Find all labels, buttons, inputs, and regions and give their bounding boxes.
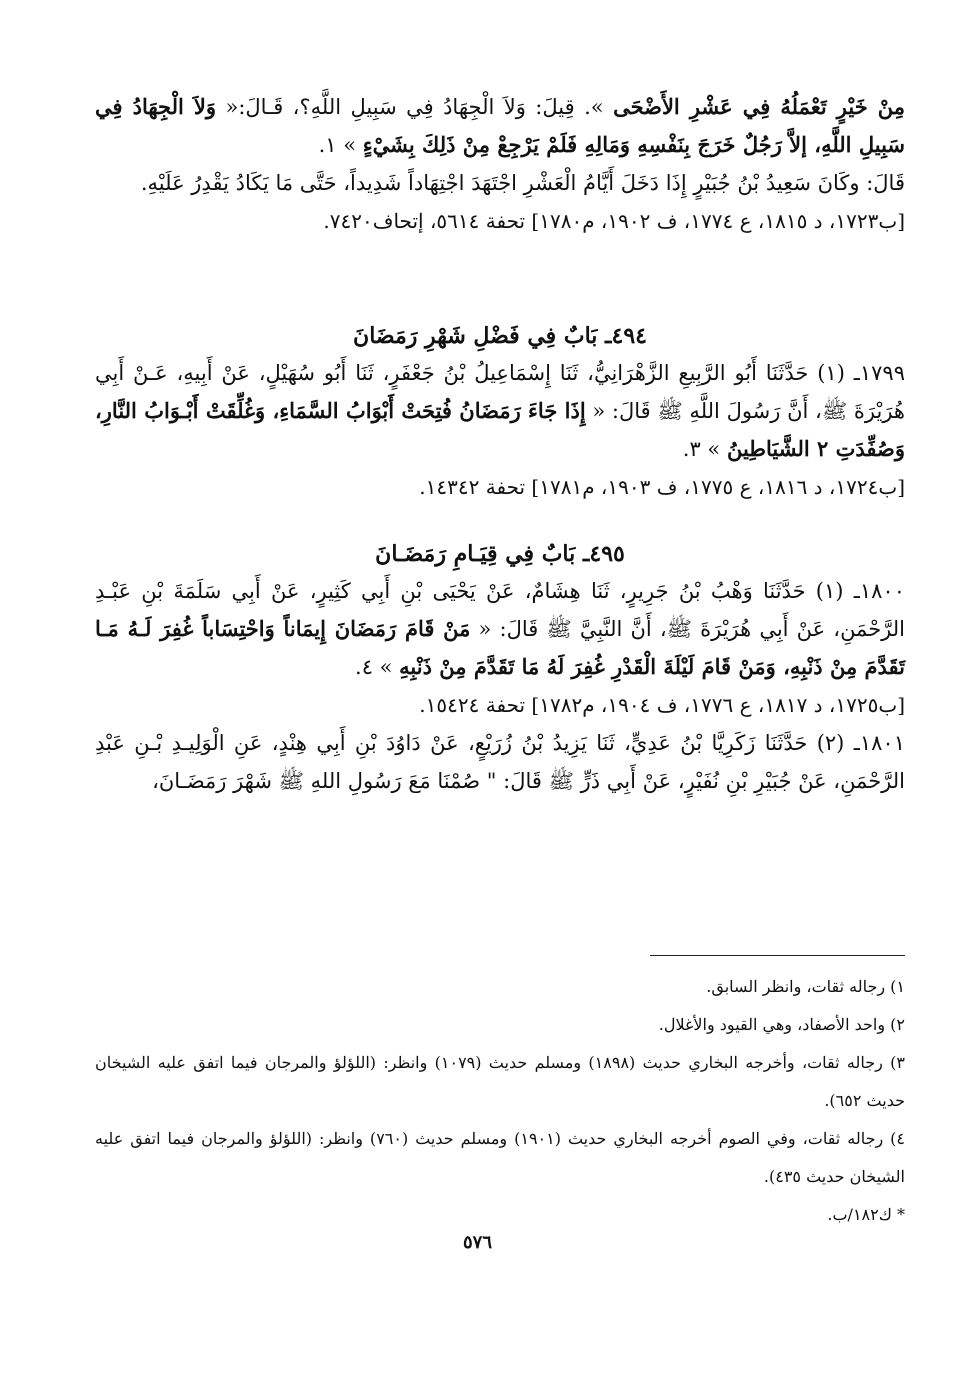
paragraph-continuation bbox=[95, 88, 905, 164]
footnote-marker: » ٤. bbox=[355, 655, 400, 679]
footnote-5: * ك١٨٢/ب. bbox=[827, 1205, 905, 1224]
reference-line: [ب١٧٢٥، د ١٨١٧، ع ١٧٧٦، ف ١٩٠٤، م١٧٨٢] تحفة ١٥٤٢٤. bbox=[419, 693, 905, 717]
hadith-1800 bbox=[95, 572, 905, 686]
hadith-1799 bbox=[95, 354, 905, 468]
hadith-text: مِنْ خَيْرٍ تَعْمَلُهُ فِي عَشْرِ الأَضْحَى bbox=[613, 94, 905, 119]
reference-line: [ب١٧٢٤، د ١٨١٦، ع ١٧٧٥، ف ١٩٠٣، م١٧٨١] تحفة ١٤٣٤٢. bbox=[419, 475, 905, 499]
footnote-4: ٤) رجاله ثقات، وفي الصوم أخرجه البخاري حديث (١٩٠١) ومسلم حديث (٧٦٠) وانظر: (اللؤلؤ والمرجان فيما اتفق عليه الشيخان حديث ٤٣٥). bbox=[95, 1129, 905, 1186]
footnote-3: ٣) رجاله ثقات، وأخرجه البخاري حديث (١٨٩٨) ومسلم حديث (١٠٧٩) وانظر: (اللؤلؤ والمرجان فيما اتفق عليه الشيخان حديث ٦٥٢). bbox=[95, 1053, 905, 1110]
narration-text: ١٧٩٩ـ (١) حَدَّثَنَا أَبُو الرَّبِيعِ الزَّهْرَانِيُّ، ثَنَا إِسْمَاعِيلُ بْنُ جَعْفَرٍ، ثَنَا أَبُو سُهَيْلٍ، عَنْ أَبِيهِ، عَـنْ أَبِي هُرَيْرَةَ ﷺ، أَنَّ رَسُولَ اللَّهِ ﷺ قَالَ: « bbox=[95, 361, 905, 423]
paragraph-said: قَالَ: وكَانَ سَعِيدُ بْنُ جُبَيْرٍ إِذَا دَخَلَ أَيَّامُ الْعَشْرِ اجْتَهَدَ اجْتِهَاداً شَدِيداً، حَتَّى مَا يَكَادُ يَقْدِرُ عَلَيْهِ. bbox=[140, 171, 905, 195]
page-body bbox=[95, 88, 905, 800]
hadith-1801: ١٨٠١ـ (٢) حَدَّثَنَا زَكَرِيَّا بْنُ عَدِيٍّ، ثَنَا يَزِيدُ بْنُ زُرَيْعٍ، عَنْ دَاوُدَ بْنِ أَبِي هِنْدٍ، عَنِ الْوَلِيـدِ بْـنِ عَبْدِ الرَّحْمَنِ، عَنْ جُبَيْرِ بْنِ نُفَيْرٍ، عَنْ أَبِي ذَرٍّ ﷺ قَالَ: " صُمْنَا مَعَ رَسُولِ اللهِ ﷺ شَهْرَ رَمَضَـانَ، bbox=[95, 731, 905, 793]
page-number: ٥٧٦ bbox=[462, 1232, 492, 1253]
narration-text: ١٨٠٠ـ (١) حَدَّثَنَا وَهْبُ بْنُ جَرِيرٍ، ثَنَا هِشَامٌ، عَنْ يَحْيَى بْنِ أَبِي كَثِيرٍ، عَنْ أَبِي سَلَمَةَ بْنِ عَبْـدِ الرَّحْمَنِ، عَنْ أَبِي هُرَيْرَةَ ﷺ، أَنَّ النَّبِيَّ ﷺ قَالَ: « bbox=[95, 579, 905, 641]
footnotes bbox=[95, 968, 905, 1234]
footnote-marker: » ٣. bbox=[682, 437, 727, 461]
hadith-text: إِذَا جَاءَ رَمَضَانُ فُتِحَتْ أَبْوَابُ السَّمَاءِ، وَغُلِّقَتْ أَبْـوَابُ النَّارِ، وَصُفِّدَتِ ٢ الشَّيَاطِينُ bbox=[95, 398, 905, 461]
narration-text: ». قِيلَ: وَلاَ الْجِهَادُ فِي سَبِيلِ اللَّهِ؟، قَـالَ:« bbox=[216, 95, 614, 119]
footnote-divider bbox=[650, 955, 905, 956]
hadith-text: وَلاَ الْجِهَادُ فِي سَبِيلِ اللَّهِ، إلاَّ رَجُلٌ خَرَجَ بِنَفْسِهِ وَمَالِهِ فَلَمْ يَرْجِعْ مِنْ ذَلِكَ بِشَيْءٍ bbox=[95, 94, 905, 157]
footnote-1: ١) رجاله ثقات، وانظر السابق. bbox=[706, 977, 905, 996]
chapter-heading: ٤٩٤ـ بَابٌ فِي فَضْلِ شَهْرِ رَمَضَانَ bbox=[353, 323, 647, 349]
footnote-2: ٢) واحد الأصفاد، وهي القيود والأغلال. bbox=[658, 1015, 905, 1034]
chapter-heading: ٤٩٥ـ بَابٌ فِي قِيَـامِ رَمَضَـانَ bbox=[375, 541, 625, 567]
hadith-text: مَنْ قَامَ رَمَضَانَ إِيمَاناً وَاحْتِسَاباً غُفِرَ لَـهُ مَـا تَقَدَّمَ مِنْ ذَنْبِهِ، وَمَنْ قَامَ لَيْلَةَ الْقَدْرِ غُفِرَ لَهُ مَا تَقَدَّمَ مِنْ ذَنْبِهِ bbox=[95, 616, 905, 679]
footnote-marker: » ١. bbox=[318, 133, 363, 157]
reference-line: [ب١٧٢٣، د ١٨١٥، ع ١٧٧٤، ف ١٩٠٢، م١٧٨٠] تحفة ٥٦١٤، إتحاف٧٤٢٠. bbox=[323, 209, 905, 233]
